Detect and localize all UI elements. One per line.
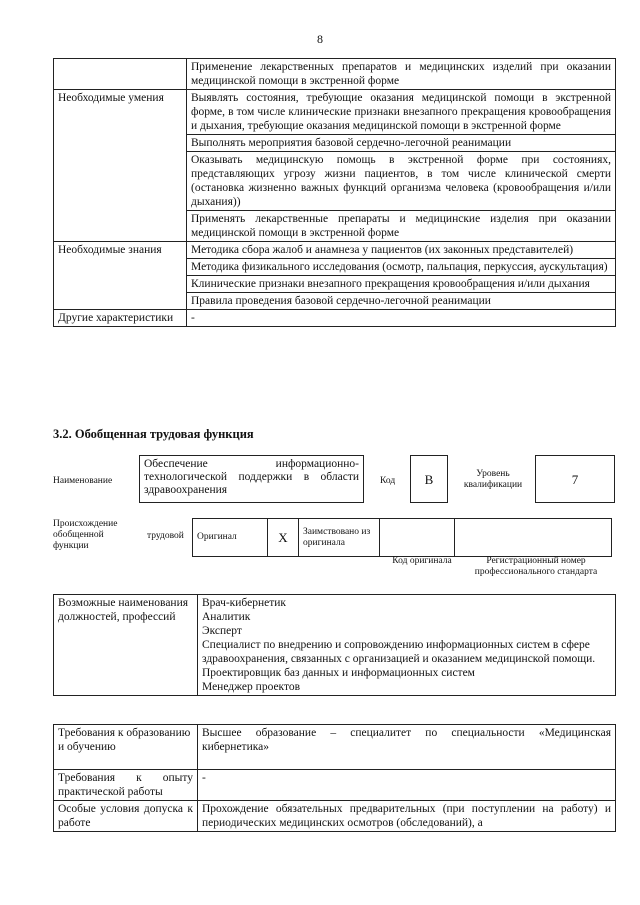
- knowledge-skills-table: [53, 58, 616, 327]
- table-row: [54, 595, 616, 696]
- table-cell-item: Правила проведения базовой сердечно-легочной реанимации: [187, 293, 616, 310]
- table-cell-label: Необходимые умения: [54, 90, 187, 242]
- table-cell-item: Методика физикального исследования (осмотр, пальпация, перкуссия, аускультация): [187, 259, 616, 276]
- table-cell-item: -: [187, 310, 616, 327]
- table-row: [54, 310, 616, 327]
- list-item: Менеджер проектов: [202, 681, 301, 693]
- list-item: Аналитик: [202, 611, 251, 623]
- table-cell-item: Выявлять состояния, требующие оказания медицинской помощи в экстренной форме, в том числе клинические признаки внезапного прекращения кровообращения и дыхания, требующие оказания медицинской помощи в экстренной форме: [187, 90, 616, 135]
- table-cell-item: Клинические признаки внезапного прекращения кровообращения и/или дыхания: [187, 276, 616, 293]
- code-label: Код: [380, 476, 396, 486]
- table-row: [54, 90, 616, 135]
- positions-table: [53, 594, 616, 696]
- function-name-box: Обеспечение информационно-технологической поддержки в области здравоохранения: [139, 455, 364, 503]
- table-cell-item: Применять лекарственные препараты и медицинские изделия при оказании медицинской помощи в экстренной форме: [187, 211, 616, 242]
- level-label: Уровень квалификации: [463, 469, 523, 490]
- table-row: [54, 59, 616, 90]
- table-row: [54, 801, 616, 832]
- requirement-value: Прохождение обязательных предварительных (при поступлении на работу) и периодических медицинских осмотров (обследований), а: [198, 801, 616, 832]
- table-cell-label: [54, 59, 187, 90]
- table-cell-item: Оказывать медицинскую помощь в экстренной форме при состояниях, представляющих угрозу жизни пациентов, в том числе клинической смерти (остановка жизненно важных функций организма человека (кровообращения и/или дыхания)): [187, 152, 616, 211]
- table-cell-item: Выполнять мероприятия базовой сердечно-легочной реанимации: [187, 135, 616, 152]
- original-label: Оригинал: [193, 519, 268, 557]
- code-original-caption: Код оригинала: [392, 556, 452, 566]
- table-cell-item: Методика сбора жалоб и анамнеза у пациентов (их законных представителей): [187, 242, 616, 259]
- name-label: Наименование: [53, 476, 113, 486]
- table-cell-item: Применение лекарственных препаратов и медицинских изделий при оказании медицинской помощи в экстренной форме: [187, 59, 616, 90]
- requirement-label: Требования к образованию и обучению: [54, 725, 198, 770]
- level-box: 7: [535, 455, 615, 503]
- list-item: Врач-кибернетик: [202, 597, 286, 609]
- table-row: [54, 770, 616, 801]
- requirements-table: [53, 724, 616, 832]
- table-cell-label: Другие характеристики: [54, 310, 187, 327]
- original-mark: X: [268, 519, 299, 557]
- origin-label-suffix: трудовой: [147, 531, 184, 541]
- requirement-label: Особые условия допуска к работе: [54, 801, 198, 832]
- list-item: Эксперт: [202, 625, 242, 637]
- table-row: [54, 242, 616, 259]
- page-number: 8: [317, 32, 323, 46]
- reg-number-caption: Регистрационный номер профессионального стандарта: [474, 556, 598, 577]
- reg-number-cell: [455, 519, 612, 557]
- list-item: Специалист по внедрению и сопровождению информационных систем в сфере здравоохранения, связанных с организацией и оказанием медицинской помощи.: [202, 639, 596, 665]
- requirement-label: Требования к опыту практической работы: [54, 770, 198, 801]
- section-heading: 3.2. Обобщенная трудовая функция: [53, 427, 254, 441]
- list-item: Проектировщик баз данных и информационных систем: [202, 667, 475, 679]
- borrowed-label: Заимствовано из оригинала: [299, 519, 380, 557]
- origin-table: [192, 518, 612, 557]
- positions-list: [198, 595, 616, 696]
- table-row: [193, 519, 612, 557]
- requirement-value: -: [198, 770, 616, 801]
- requirement-value: Высшее образование – специалитет по специальности «Медицинская кибернетика»: [198, 725, 616, 770]
- table-row: [54, 725, 616, 770]
- table-cell-label: Необходимые знания: [54, 242, 187, 310]
- positions-label: Возможные наименования должностей, профессий: [54, 595, 198, 696]
- code-original-cell: [380, 519, 455, 557]
- code-box: B: [410, 455, 448, 503]
- origin-label: Происхождение обобщенной функции: [53, 519, 118, 551]
